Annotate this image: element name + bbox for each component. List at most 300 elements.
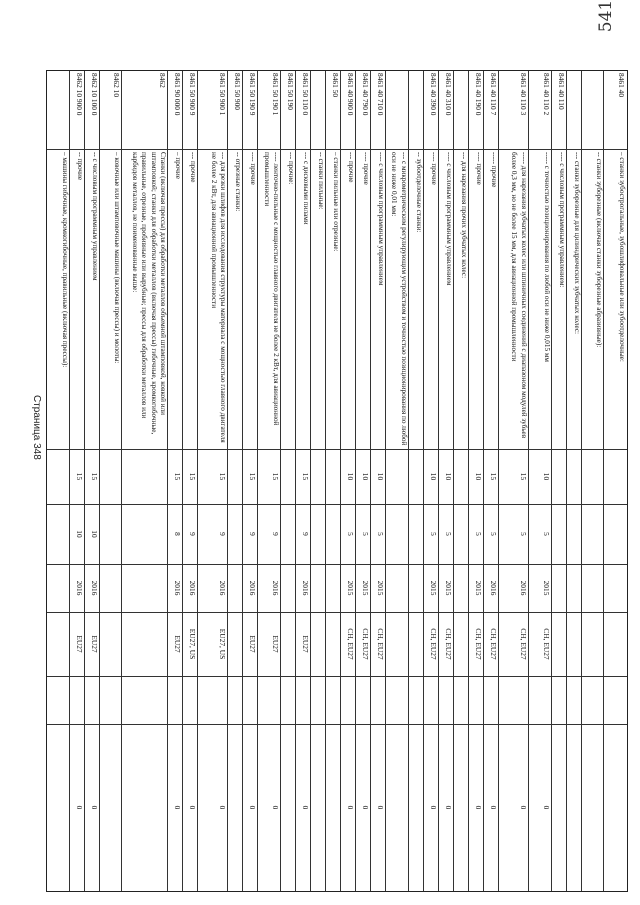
cell-sub bbox=[409, 504, 424, 564]
cell-sub: 5 bbox=[488, 532, 498, 536]
cell-note: 0 bbox=[488, 805, 498, 810]
empty-cell bbox=[311, 676, 326, 724]
cell-year: 2016 bbox=[89, 580, 99, 596]
row-divider bbox=[498, 71, 499, 891]
cell-year bbox=[552, 564, 567, 612]
cell-ctry: CH, EU27 bbox=[361, 628, 371, 660]
cell-sub: 5 bbox=[541, 532, 551, 536]
cell-note: 0 bbox=[443, 805, 453, 810]
cell-ctry bbox=[281, 612, 296, 676]
empty-cell bbox=[326, 676, 341, 724]
cell-ctry bbox=[552, 612, 567, 676]
cell-sub: 5 bbox=[473, 532, 483, 536]
cell-sub bbox=[122, 504, 168, 564]
table-row bbox=[183, 71, 198, 891]
cell-year: 2015 bbox=[346, 580, 356, 596]
row-divider bbox=[355, 71, 356, 891]
cell-ctry: CH, EU27 bbox=[376, 628, 386, 660]
cell-rate: 10 bbox=[428, 472, 438, 481]
cell-sub: 9 bbox=[188, 532, 198, 536]
cell-desc: --- прочие bbox=[347, 152, 356, 183]
cell-note: 0 bbox=[74, 805, 84, 810]
cell-sub: 9 bbox=[271, 532, 281, 536]
cell-year bbox=[311, 564, 326, 612]
empty-cell bbox=[552, 676, 567, 724]
table-row bbox=[198, 71, 228, 891]
empty-cell bbox=[122, 676, 168, 724]
cell-sub bbox=[386, 504, 409, 564]
row-divider bbox=[603, 71, 604, 891]
cell-desc: Станки (включая прессы) для обработки металлов объемной штамповкой, ковкой или штамповкой; станки для обработки металлов (включая прессы) гибочные, кромкогибочные, правильные, отрезные, пробивные или вырубные; прессы для обработки металлов или карбидов металлов, не поименованные выше: bbox=[130, 152, 168, 435]
cell-note bbox=[604, 724, 627, 891]
cell-ctry bbox=[47, 612, 70, 676]
cell-sub bbox=[454, 504, 469, 564]
cell-sub: 9 bbox=[248, 532, 258, 536]
cell-year: 2016 bbox=[173, 580, 183, 596]
cell-note: 0 bbox=[271, 805, 281, 810]
empty-cell bbox=[70, 676, 85, 724]
cell-sub: 9 bbox=[218, 532, 228, 536]
row-divider bbox=[69, 71, 70, 891]
cell-year: 2016 bbox=[74, 580, 84, 596]
cell-note: 0 bbox=[248, 805, 258, 810]
cell-note: 0 bbox=[541, 805, 551, 810]
row-divider bbox=[84, 71, 85, 891]
cell-sub: 10 bbox=[89, 530, 99, 538]
cell-code: 8461 50 900 bbox=[233, 73, 243, 110]
table-row bbox=[386, 71, 409, 891]
empty-cell bbox=[183, 676, 198, 724]
column-divider bbox=[47, 564, 627, 565]
cell-code bbox=[582, 71, 605, 149]
cell-rate: 15 bbox=[248, 472, 258, 481]
row-divider bbox=[408, 71, 409, 891]
row-divider bbox=[528, 71, 529, 891]
table-row bbox=[258, 71, 281, 891]
cell-desc: ---- ленточно-пильные с мощностью главного двигателя не более 2 кВт, для авиационной промышленности bbox=[262, 152, 281, 426]
cell-rate: 10 bbox=[376, 472, 386, 481]
row-divider bbox=[295, 71, 296, 891]
cell-note: 0 bbox=[518, 805, 528, 810]
cell-rate: 10 bbox=[361, 472, 371, 481]
row-divider bbox=[182, 71, 183, 891]
row-divider bbox=[325, 71, 326, 891]
cell-note: 0 bbox=[376, 805, 386, 810]
cell-code: 8461 50 190 9 bbox=[248, 73, 258, 116]
cell-ctry bbox=[454, 612, 469, 676]
cell-desc: ----- для нарезания зубчатых колес или шпиничных соединений с диапазоном модулей зубьев более 0,3 мм, но не более 15 мм, для авиационной промышленности bbox=[510, 152, 528, 439]
cell-note bbox=[281, 724, 296, 891]
cell-sub bbox=[100, 504, 123, 564]
cell-rate bbox=[604, 449, 627, 504]
cell-note: 0 bbox=[173, 805, 183, 810]
empty-cell bbox=[484, 676, 499, 724]
table-row bbox=[604, 71, 627, 891]
cell-code: 8461 50 190 1 bbox=[271, 73, 281, 116]
cell-year: 2015 bbox=[443, 580, 453, 596]
table-row bbox=[122, 71, 168, 891]
cell-code: 8461 50 110 0 bbox=[301, 73, 311, 116]
cell-ctry bbox=[100, 612, 123, 676]
cell-year bbox=[409, 564, 424, 612]
cell-ctry: CH, EU27 bbox=[443, 628, 453, 660]
cell-desc: – прочие bbox=[174, 152, 183, 179]
table-row bbox=[409, 71, 424, 891]
cell-rate: 15 bbox=[271, 472, 281, 481]
cell-desc: ---- прочие bbox=[249, 152, 258, 185]
empty-cell bbox=[454, 676, 469, 724]
table-row bbox=[100, 71, 123, 891]
cell-ctry bbox=[386, 612, 409, 676]
empty-cell bbox=[281, 676, 296, 724]
cell-ctry: CH, EU27 bbox=[541, 628, 551, 660]
cell-code: 8462 10 900 0 bbox=[74, 73, 84, 116]
row-divider bbox=[551, 71, 552, 891]
empty-cell bbox=[582, 676, 605, 724]
cell-desc: --- станки зуборезные для цилиндрических зубчатых колес: bbox=[572, 152, 581, 335]
empty-cell bbox=[371, 676, 386, 724]
cell-year: 2015 bbox=[541, 580, 551, 596]
cell-desc: --- прочие bbox=[189, 152, 198, 183]
cell-year: 2016 bbox=[188, 580, 198, 596]
page-number-label: Страница 348 bbox=[31, 395, 42, 460]
cell-year: 2016 bbox=[518, 580, 528, 596]
cell-note: 0 bbox=[218, 805, 228, 810]
cell-code: 8461 40 190 0 bbox=[473, 73, 483, 116]
cell-sub: 10 bbox=[74, 530, 84, 538]
column-divider bbox=[47, 504, 627, 505]
cell-note bbox=[100, 724, 123, 891]
cell-desc: ----- с точностью позиционирования по любой оси не ниже 0,015 мм bbox=[542, 152, 551, 362]
cell-note bbox=[582, 724, 605, 891]
cell-note bbox=[326, 724, 341, 891]
cell-rate: 15 bbox=[218, 472, 228, 481]
cell-ctry: EU27 bbox=[74, 635, 84, 653]
cell-year: 2016 bbox=[218, 580, 228, 596]
cell-ctry: CH, EU27 bbox=[518, 628, 528, 660]
cell-year: 2015 bbox=[473, 580, 483, 596]
empty-cell bbox=[356, 676, 371, 724]
cell-desc: -- зубоотделочные станки: bbox=[414, 152, 423, 233]
row-divider bbox=[566, 71, 567, 891]
cell-sub: 5 bbox=[428, 532, 438, 536]
cell-year: 2016 bbox=[488, 580, 498, 596]
cell-code: 8461 40 790 0 bbox=[361, 73, 371, 116]
cell-code: 8461 40 110 bbox=[556, 73, 566, 110]
cell-sub bbox=[47, 504, 70, 564]
cell-desc: --- для резки шлифов для исследования структуры материала с мощностью главного двигателя не более 2 кВт, для авиационной промышленности bbox=[209, 152, 228, 443]
cell-ctry bbox=[409, 612, 424, 676]
cell-sub bbox=[326, 504, 341, 564]
cell-desc: ---- с числовым программным управлением: bbox=[557, 152, 566, 288]
row-divider bbox=[197, 71, 198, 891]
cell-note bbox=[409, 724, 424, 891]
empty-cell bbox=[258, 676, 281, 724]
table-row bbox=[311, 71, 326, 891]
cell-rate bbox=[386, 449, 409, 504]
table-row bbox=[552, 71, 567, 891]
cell-code bbox=[409, 71, 424, 149]
cell-sub bbox=[228, 504, 243, 564]
cell-code: 8461 50 bbox=[331, 73, 341, 98]
row-divider bbox=[310, 71, 311, 891]
cell-rate: 15 bbox=[74, 472, 84, 481]
cell-year bbox=[281, 564, 296, 612]
cell-note bbox=[386, 724, 409, 891]
cell-code: 8461 40 390 0 bbox=[428, 73, 438, 116]
cell-year bbox=[582, 564, 605, 612]
empty-cell bbox=[341, 676, 356, 724]
cell-desc: ---- прочие bbox=[429, 152, 438, 185]
cell-sub bbox=[604, 504, 627, 564]
cell-code: 8461 50 900 9 bbox=[188, 73, 198, 116]
column-divider bbox=[47, 149, 627, 150]
cell-ctry bbox=[228, 612, 243, 676]
empty-cell bbox=[469, 676, 484, 724]
cell-year bbox=[228, 564, 243, 612]
cell-code bbox=[47, 71, 70, 149]
cell-note: 0 bbox=[188, 805, 198, 810]
cell-rate bbox=[311, 449, 326, 504]
cell-desc: --- с дисковыми пилами bbox=[302, 152, 311, 225]
cell-rate: 15 bbox=[188, 472, 198, 481]
cell-desc: -- с числовым программным управлением bbox=[90, 152, 99, 281]
cell-code: 8461 50 900 1 bbox=[218, 73, 228, 116]
table-row bbox=[326, 71, 341, 891]
cell-year bbox=[100, 564, 123, 612]
cell-ctry bbox=[567, 612, 582, 676]
row-divider bbox=[242, 71, 243, 891]
cell-year bbox=[326, 564, 341, 612]
cell-desc: --- с микрометрическим регулирующим устройством и точностью позиционирования по любой оси не ниже 0,01 мм: bbox=[390, 152, 408, 446]
cell-ctry: CH, EU27 bbox=[346, 628, 356, 660]
empty-cell bbox=[85, 676, 100, 724]
cell-code: 8462 bbox=[158, 73, 168, 88]
cell-rate bbox=[228, 449, 243, 504]
cell-sub bbox=[582, 504, 605, 564]
cell-ctry bbox=[604, 612, 627, 676]
cell-note: 0 bbox=[361, 805, 371, 810]
table-row bbox=[243, 71, 258, 891]
cell-code bbox=[386, 71, 409, 149]
cell-desc: -- станки зуборезные (включая станки зуборезные абразивные): bbox=[595, 152, 604, 348]
table-row bbox=[439, 71, 454, 891]
table-row bbox=[484, 71, 499, 891]
cell-note bbox=[122, 724, 168, 891]
cell-ctry: CH, EU27 bbox=[428, 628, 438, 660]
cell-desc: ----- прочие bbox=[489, 152, 498, 188]
cell-rate bbox=[454, 449, 469, 504]
cell-sub bbox=[552, 504, 567, 564]
row-divider bbox=[370, 71, 371, 891]
cell-code: 8461 50 190 bbox=[286, 73, 296, 110]
cell-desc: -- станки пильные: bbox=[317, 152, 326, 210]
table-row bbox=[582, 71, 605, 891]
cell-code: 8461 40 bbox=[617, 73, 626, 98]
column-divider bbox=[47, 612, 627, 613]
empty-cell bbox=[228, 676, 243, 724]
cell-ctry: EU27 bbox=[301, 635, 311, 653]
cell-note bbox=[47, 724, 70, 891]
cell-year: 2015 bbox=[428, 580, 438, 596]
cell-year bbox=[454, 564, 469, 612]
row-divider bbox=[99, 71, 100, 891]
table-row bbox=[499, 71, 529, 891]
cell-ctry bbox=[311, 612, 326, 676]
cell-rate: 15 bbox=[89, 472, 99, 481]
cell-code: 8461 40 110 3 bbox=[518, 73, 528, 116]
cell-ctry: CH, EU27 bbox=[488, 628, 498, 660]
table-row bbox=[228, 71, 243, 891]
cell-note: 0 bbox=[301, 805, 311, 810]
cell-rate: 15 bbox=[301, 472, 311, 481]
cell-rate: 15 bbox=[488, 472, 498, 481]
cell-ctry: EU27 bbox=[89, 635, 99, 653]
row-divider bbox=[121, 71, 122, 891]
cell-note bbox=[228, 724, 243, 891]
cell-code bbox=[454, 71, 469, 149]
empty-cell bbox=[168, 676, 183, 724]
table-row bbox=[281, 71, 296, 891]
cell-ctry: CH, EU27 bbox=[473, 628, 483, 660]
cell-rate: 10 bbox=[346, 472, 356, 481]
cell-year bbox=[604, 564, 627, 612]
cell-desc: – ковочные или штамповочные машины (включая прессы) и молоты: bbox=[113, 152, 122, 364]
cell-note: 0 bbox=[89, 805, 99, 810]
empty-cell bbox=[100, 676, 123, 724]
cell-note bbox=[454, 724, 469, 891]
cell-rate: 15 bbox=[173, 472, 183, 481]
empty-cell bbox=[529, 676, 552, 724]
cell-rate: 15 bbox=[518, 472, 528, 481]
row-divider bbox=[340, 71, 341, 891]
table-row bbox=[296, 71, 311, 891]
row-divider bbox=[423, 71, 424, 891]
empty-cell bbox=[198, 676, 228, 724]
empty-cell bbox=[424, 676, 439, 724]
cell-desc: ---- с числовым программным управлением bbox=[444, 152, 453, 286]
cell-code: 8461 40 900 0 bbox=[346, 73, 356, 116]
cell-note: 0 bbox=[428, 805, 438, 810]
cell-rate bbox=[47, 449, 70, 504]
cell-code: 8462 10 bbox=[112, 73, 122, 98]
cell-ctry: EU27, US bbox=[218, 628, 228, 660]
cell-rate bbox=[281, 449, 296, 504]
cell-desc: -- прочие bbox=[75, 152, 84, 181]
cell-rate: 10 bbox=[541, 472, 551, 481]
column-divider bbox=[47, 676, 627, 677]
empty-cell bbox=[386, 676, 409, 724]
table-row bbox=[47, 71, 70, 891]
cell-code: 8461 90 000 0 bbox=[173, 73, 183, 116]
table-row bbox=[70, 71, 85, 891]
cell-year: 2015 bbox=[376, 580, 386, 596]
cell-sub: 5 bbox=[376, 532, 386, 536]
cell-desc: --- прочие: bbox=[287, 152, 296, 185]
table-row bbox=[371, 71, 386, 891]
table-row bbox=[454, 71, 469, 891]
cell-sub: 5 bbox=[346, 532, 356, 536]
cell-rate bbox=[552, 449, 567, 504]
cell-desc: – станки пильные или отрезные: bbox=[332, 152, 341, 252]
cell-code: 8461 40 110 7 bbox=[488, 73, 498, 116]
empty-cell bbox=[243, 676, 258, 724]
cell-note bbox=[552, 724, 567, 891]
cell-year bbox=[47, 564, 70, 612]
empty-cell bbox=[567, 676, 582, 724]
cell-year: 2016 bbox=[301, 580, 311, 596]
cell-code bbox=[567, 71, 582, 149]
cell-year: 2016 bbox=[248, 580, 258, 596]
cell-ctry bbox=[582, 612, 605, 676]
cell-rate: 10 bbox=[443, 472, 453, 481]
cell-desc: – станки зубострогальные, зубошлифовальные или зубоотделочные: bbox=[618, 152, 626, 362]
cell-ctry: EU27, US bbox=[188, 628, 198, 660]
cell-ctry: EU27 bbox=[173, 635, 183, 653]
table-row bbox=[469, 71, 484, 891]
cell-sub: 5 bbox=[361, 532, 371, 536]
empty-cell bbox=[47, 676, 70, 724]
cell-desc: -- отрезные станки: bbox=[234, 152, 243, 212]
cell-code: 8461 40 310 0 bbox=[443, 73, 453, 116]
cell-rate bbox=[326, 449, 341, 504]
cell-sub: 9 bbox=[301, 532, 311, 536]
cell-note: 0 bbox=[473, 805, 483, 810]
cell-sub bbox=[281, 504, 296, 564]
cell-rate: 10 bbox=[473, 472, 483, 481]
table-row bbox=[424, 71, 439, 891]
cell-rate bbox=[122, 449, 168, 504]
cell-desc: ---- прочие bbox=[474, 152, 483, 185]
tariff-table bbox=[46, 70, 628, 892]
cell-sub bbox=[311, 504, 326, 564]
cell-note bbox=[311, 724, 326, 891]
cell-year: 2015 bbox=[361, 580, 371, 596]
row-divider bbox=[453, 71, 454, 891]
table-row bbox=[341, 71, 356, 891]
cell-sub: 8 bbox=[173, 532, 183, 536]
table-row bbox=[85, 71, 100, 891]
empty-cell bbox=[439, 676, 454, 724]
cell-code bbox=[311, 71, 326, 149]
row-divider bbox=[167, 71, 168, 891]
cell-desc: ---- с числовым программным управлением bbox=[377, 152, 386, 286]
empty-cell bbox=[296, 676, 311, 724]
cell-rate bbox=[100, 449, 123, 504]
cell-year: 2016 bbox=[271, 580, 281, 596]
cell-code: 8461 40 110 2 bbox=[541, 73, 551, 116]
row-divider bbox=[385, 71, 386, 891]
empty-cell bbox=[604, 676, 627, 724]
row-divider bbox=[581, 71, 582, 891]
row-divider bbox=[468, 71, 469, 891]
column-divider bbox=[47, 724, 627, 725]
cell-rate bbox=[582, 449, 605, 504]
cell-ctry: EU27 bbox=[248, 635, 258, 653]
column-divider bbox=[47, 449, 627, 450]
cell-year bbox=[386, 564, 409, 612]
row-divider bbox=[227, 71, 228, 891]
cell-sub bbox=[567, 504, 582, 564]
table-row bbox=[168, 71, 183, 891]
cell-year bbox=[567, 564, 582, 612]
cell-ctry: EU27 bbox=[271, 635, 281, 653]
table-row bbox=[567, 71, 582, 891]
cell-rate bbox=[567, 449, 582, 504]
cell-note bbox=[567, 724, 582, 891]
cell-ctry bbox=[122, 612, 168, 676]
table-row bbox=[356, 71, 371, 891]
